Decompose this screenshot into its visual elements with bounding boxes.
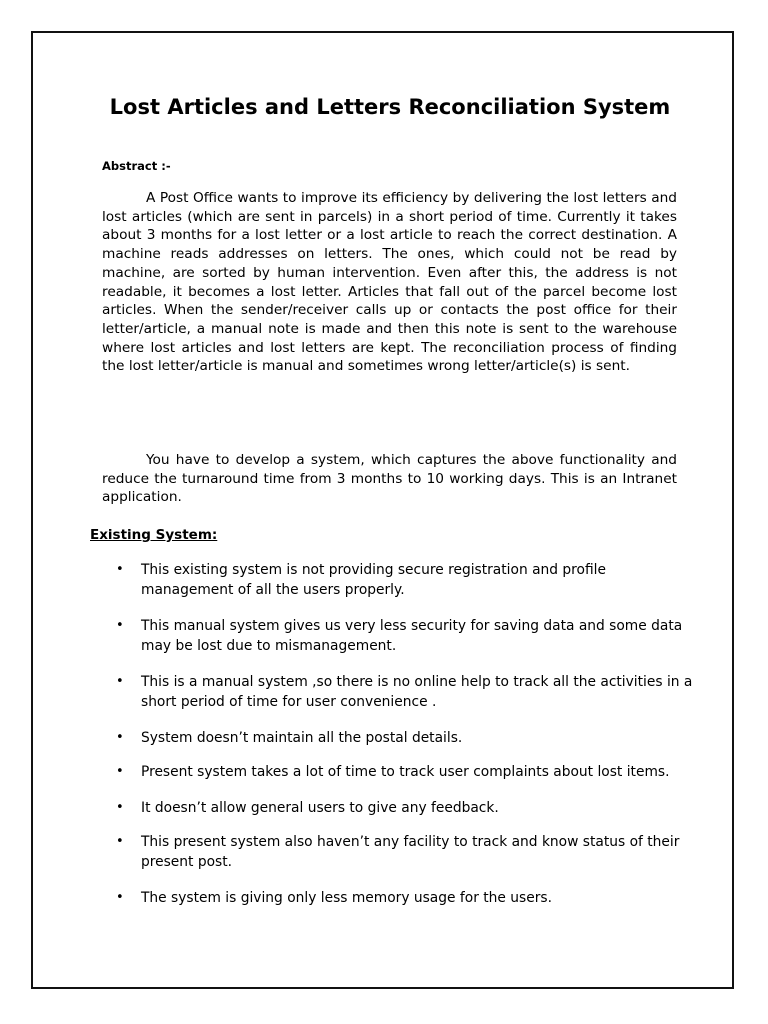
list-item	[116, 672, 696, 712]
bullet-icon: •	[116, 834, 124, 849]
list-item	[116, 798, 696, 818]
bullet-icon: •	[116, 674, 124, 689]
list-item-text: The system is giving only less memory usage for the users.	[141, 890, 552, 906]
existing-system-list	[116, 560, 696, 924]
bullet-icon: •	[116, 764, 124, 779]
bullet-icon: •	[116, 618, 124, 633]
abstract-paragraph-1: A Post Office wants to improve its efficiency by delivering the lost letters and lost articles (which are sent in parcels) in a short period of time. Currently it takes about 3 months for a lost letter or a lost article to reach the correct destination. A machine reads addresses on letters. The ones, which could not be read by machine, are sorted by human intervention. Even after this, the address is not readable, it becomes a lost letter. Articles that fall out of the parcel become lost articles. When the sender/receiver calls up or contacts the post office for their letter/article, a manual note is made and then this note is sent to the warehouse where lost articles and lost letters are kept. The reconciliation process of finding the lost letter/article is manual and sometimes wrong letter/article(s) is sent.	[102, 190, 677, 375]
list-item	[116, 728, 696, 748]
abstract-paragraph-2: You have to develop a system, which captures the above functionality and reduce the turnaround time from 3 months to 10 working days. This is an Intranet application.	[102, 452, 677, 506]
list-item	[116, 832, 696, 872]
bullet-icon: •	[116, 890, 124, 905]
list-item-text: This present system also haven’t any facility to track and know status of their present post.	[141, 834, 680, 870]
list-item-text: This is a manual system ,so there is no online help to track all the activities in a short period of time for user convenience .	[141, 674, 693, 710]
existing-system-heading: Existing System:	[90, 527, 218, 543]
abstract-label: Abstract :-	[102, 159, 171, 173]
document-title: Lost Articles and Letters Reconciliation System	[109, 95, 671, 119]
list-item-text: This existing system is not providing secure registration and profile management of all the users properly.	[141, 562, 606, 598]
bullet-icon: •	[116, 800, 124, 815]
list-item-text: System doesn’t maintain all the postal details.	[141, 730, 463, 746]
bullet-icon: •	[116, 730, 124, 745]
list-item-text: Present system takes a lot of time to track user complaints about lost items.	[141, 764, 670, 780]
list-item-text: This manual system gives us very less security for saving data and some data may be lost due to mismanagement.	[141, 618, 683, 654]
list-item	[116, 560, 696, 600]
list-item	[116, 762, 696, 782]
list-item	[116, 616, 696, 656]
list-item	[116, 888, 696, 908]
bullet-icon: •	[116, 562, 124, 577]
list-item-text: It doesn’t allow general users to give any feedback.	[141, 800, 499, 816]
